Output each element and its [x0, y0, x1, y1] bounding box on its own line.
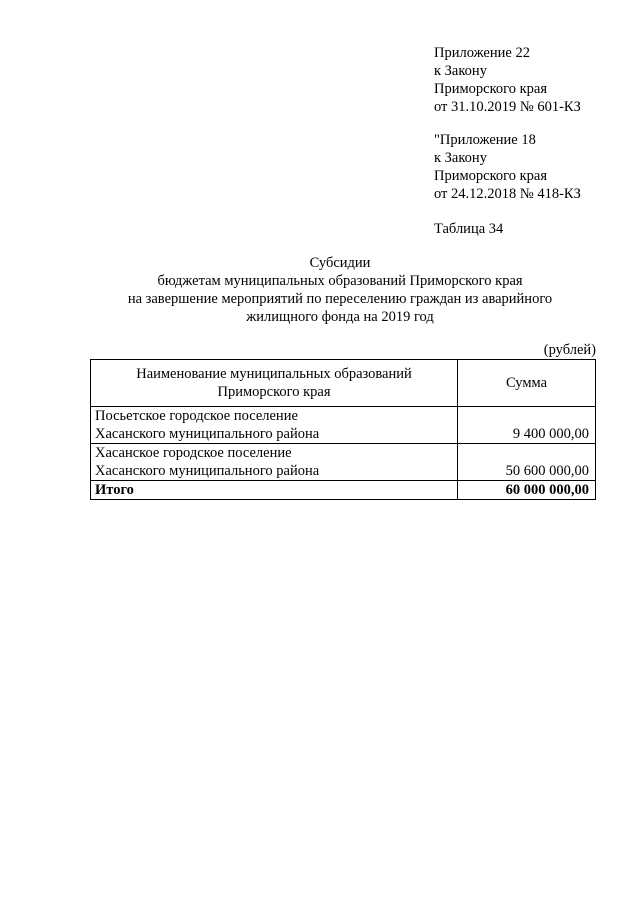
municipality-line: Посьетское городское поселение: [95, 408, 298, 424]
subsidy-table: [90, 359, 596, 500]
header-sum: Сумма: [458, 360, 596, 407]
municipality-line: Хасанского муниципального района: [95, 426, 320, 442]
table-row: [91, 407, 596, 444]
municipality-cell: [91, 444, 458, 481]
municipality-cell: [91, 407, 458, 444]
municipality-line: Хасанского муниципального района: [95, 463, 320, 479]
table-number: Таблица 34: [434, 221, 504, 237]
units-label: (рублей): [543, 342, 596, 358]
sum-cell: 50 600 000,00: [458, 444, 596, 481]
total-sum: 60 000 000,00: [458, 481, 596, 500]
sum-cell: 9 400 000,00: [458, 407, 596, 444]
appendix-current-line: Приложение 22: [434, 45, 530, 61]
document-title: [80, 254, 600, 326]
table-row: [91, 444, 596, 481]
appendix-amended-line: "Приложение 18: [434, 132, 536, 148]
title-line: на завершение мероприятий по переселению граждан из аварийного: [127, 291, 553, 307]
municipality-line: Хасанское городское поселение: [95, 445, 292, 461]
table-header-row: [91, 360, 596, 407]
appendix-current-line: к Закону: [434, 63, 487, 79]
appendix-amended-line: к Закону: [434, 150, 487, 166]
appendix-current-reference: [434, 44, 634, 116]
appendix-current-line: Приморского края: [434, 81, 548, 97]
appendix-amended-line: от 24.12.2018 № 418-КЗ: [434, 186, 581, 202]
appendix-amended-reference: [434, 131, 634, 203]
total-row: [91, 481, 596, 500]
title-line: жилищного фонда на 2019 год: [246, 309, 434, 325]
appendix-current-line: от 31.10.2019 № 601-КЗ: [434, 99, 581, 115]
total-label: Итого: [91, 481, 458, 500]
header-municipality: [91, 360, 458, 407]
title-line: бюджетам муниципальных образований Приморского края: [157, 273, 523, 289]
title-line: Субсидии: [309, 255, 371, 271]
header-municipality-line: Приморского края: [217, 384, 331, 400]
appendix-amended-line: Приморского края: [434, 168, 548, 184]
header-municipality-line: Наименование муниципальных образований: [136, 366, 412, 382]
